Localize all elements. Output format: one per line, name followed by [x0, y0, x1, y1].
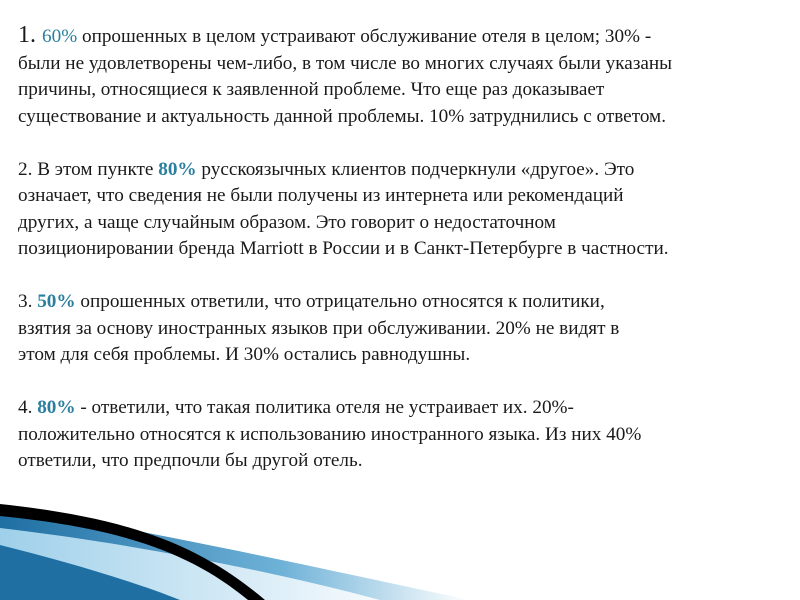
paragraph-text: опрошенных в целом устраивают обслуживание отеля в целом; 30% -	[77, 26, 652, 47]
paragraph-line: взятия за основу иностранных языков при обслуживании. 20% не видят в	[18, 317, 620, 339]
paragraph-line: этом для себя проблемы. И 30% остались равнодушны.	[18, 344, 471, 365]
paragraph-line: были не удовлетворены чем-либо, в том числе во многих случаях были указаны	[18, 52, 673, 74]
percent-highlight: 80%	[158, 158, 197, 180]
paragraph-text: русскоязычных клиентов подчеркнули «другое». Это	[196, 158, 635, 180]
paragraph-line: означает, что сведения не были получены из интернета или рекомендаций	[18, 185, 624, 206]
percent-highlight: 50%	[37, 291, 76, 312]
percent-highlight: 80%	[37, 397, 76, 418]
item-number: 3.	[18, 291, 38, 312]
paragraph-text: опрошенных ответили, что отрицательно относятся к политики,	[75, 291, 605, 312]
paragraph-line: позиционировании бренда Marriott в России и в Санкт-Петербурге в частности.	[18, 238, 669, 259]
paragraph-4	[18, 395, 786, 475]
paragraph-line: существование и актуальность данной проблемы. 10% затруднились с ответом.	[18, 105, 666, 127]
spacer	[18, 369, 786, 396]
percent-highlight: 60%	[42, 26, 78, 47]
item-number: 2. В этом пункте	[18, 158, 159, 180]
slide-content	[18, 22, 786, 475]
paragraph-1	[18, 22, 786, 130]
decorative-swoosh	[0, 490, 800, 600]
spacer	[18, 130, 786, 157]
paragraph-line: причины, относящиеся к заявленной проблеме. Что еще раз доказывает	[18, 79, 605, 100]
item-number: 1.	[18, 22, 42, 48]
paragraph-line: других, а чаще случайным образом. Это говорит о недостаточном	[18, 211, 556, 233]
paragraph-text: - ответили, что такая политика отеля не устраивает их. 20%-	[75, 397, 574, 418]
paragraph-line: ответили, что предпочли бы другой отель.	[18, 450, 363, 471]
spacer	[18, 263, 786, 290]
paragraph-2	[18, 157, 786, 263]
paragraph-3	[18, 289, 786, 369]
item-number: 4.	[18, 397, 38, 418]
paragraph-line: положительно относятся к использованию иностранного языка. Из них 40%	[18, 423, 642, 445]
